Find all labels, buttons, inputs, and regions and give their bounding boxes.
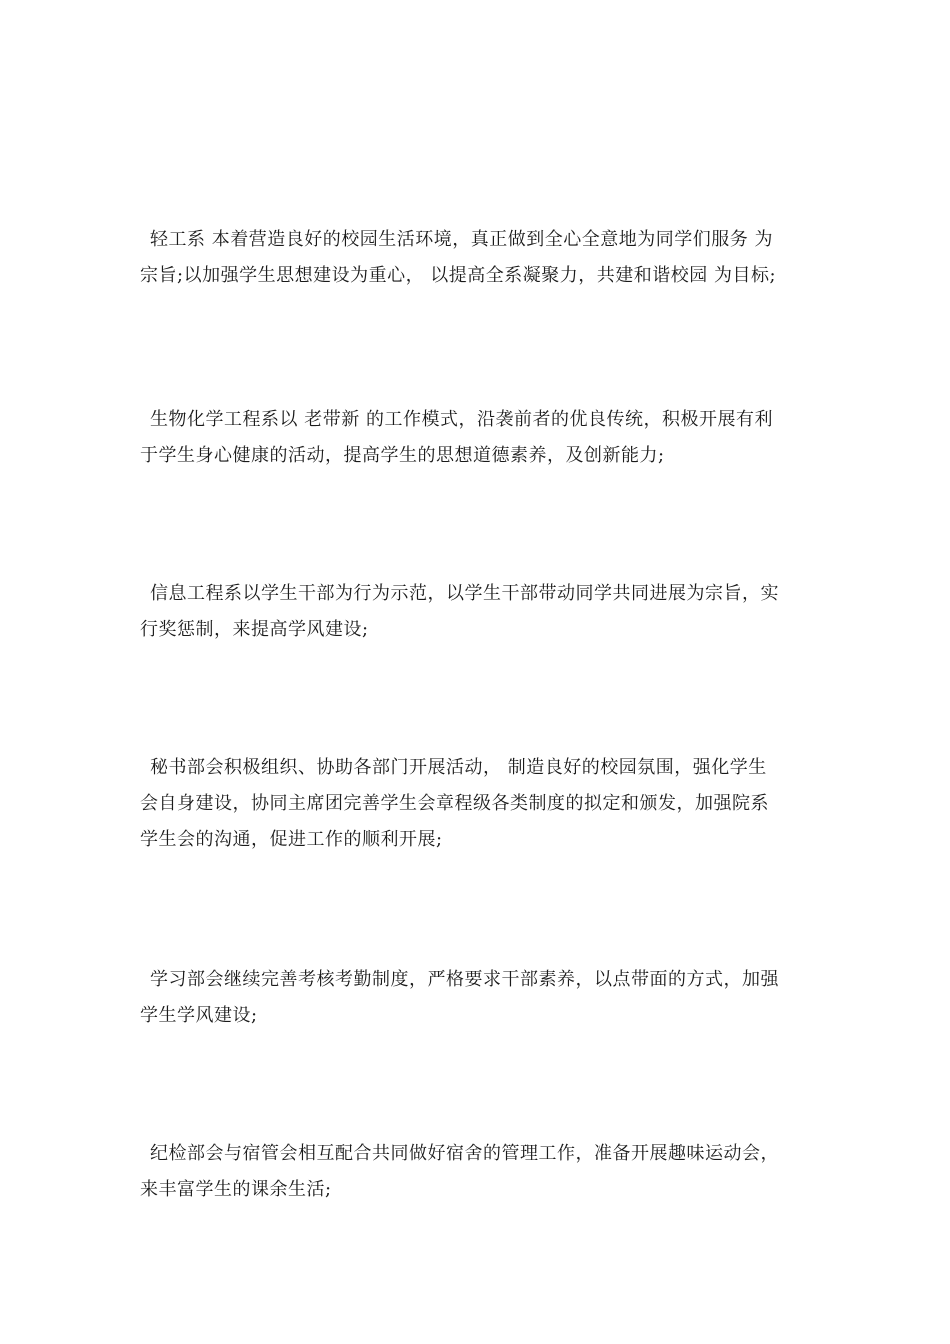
paragraph-discipline-department [140,1136,820,1208]
paragraph-line: 学生学风建设; [140,1005,258,1026]
paragraph-line: 会自身建设，协同主席团完善学生会章程级各类制度的拟定和颁发，加强院系 [140,793,769,814]
paragraph-line: 于学生身心健康的活动，提高学生的思想道德素养，及创新能力; [140,445,665,466]
paragraph-line: 信息工程系以学生干部为行为示范，以学生干部带动同学共同进展为宗旨，实 [150,583,779,604]
paragraph-line: 秘书部会积极组织、协助各部门开展活动， 制造良好的校园氛围，强化学生 [150,757,767,778]
paragraph-line: 纪检部会与宿管会相互配合共同做好宿舍的管理工作，准备开展趣味运动会， [150,1143,779,1164]
paragraph-study-department [140,962,820,1034]
paragraph-information-engineering [140,576,820,648]
paragraph-line: 学习部会继续完善考核考勤制度，严格要求干部素养，以点带面的方式，加强 [150,969,779,990]
paragraph-light-industry [140,222,820,294]
paragraph-line: 来丰富学生的课余生活; [140,1179,332,1200]
paragraph-line: 行奖惩制，来提高学风建设; [140,619,369,640]
paragraph-line: 学生会的沟通，促进工作的顺利开展; [140,829,443,850]
paragraph-biochemical-engineering [140,402,820,474]
paragraph-line: 轻工系 本着营造良好的校园生活环境，真正做到全心全意地为同学们服务 为 [150,229,773,250]
paragraph-secretariat [140,750,820,858]
paragraph-line: 宗旨;以加强学生思想建设为重心， 以提高全系凝聚力，共建和谐校园 为目标; [140,265,777,286]
paragraph-line: 生物化学工程系以 老带新 的工作模式，沿袭前者的优良传统，积极开展有利 [150,409,773,430]
